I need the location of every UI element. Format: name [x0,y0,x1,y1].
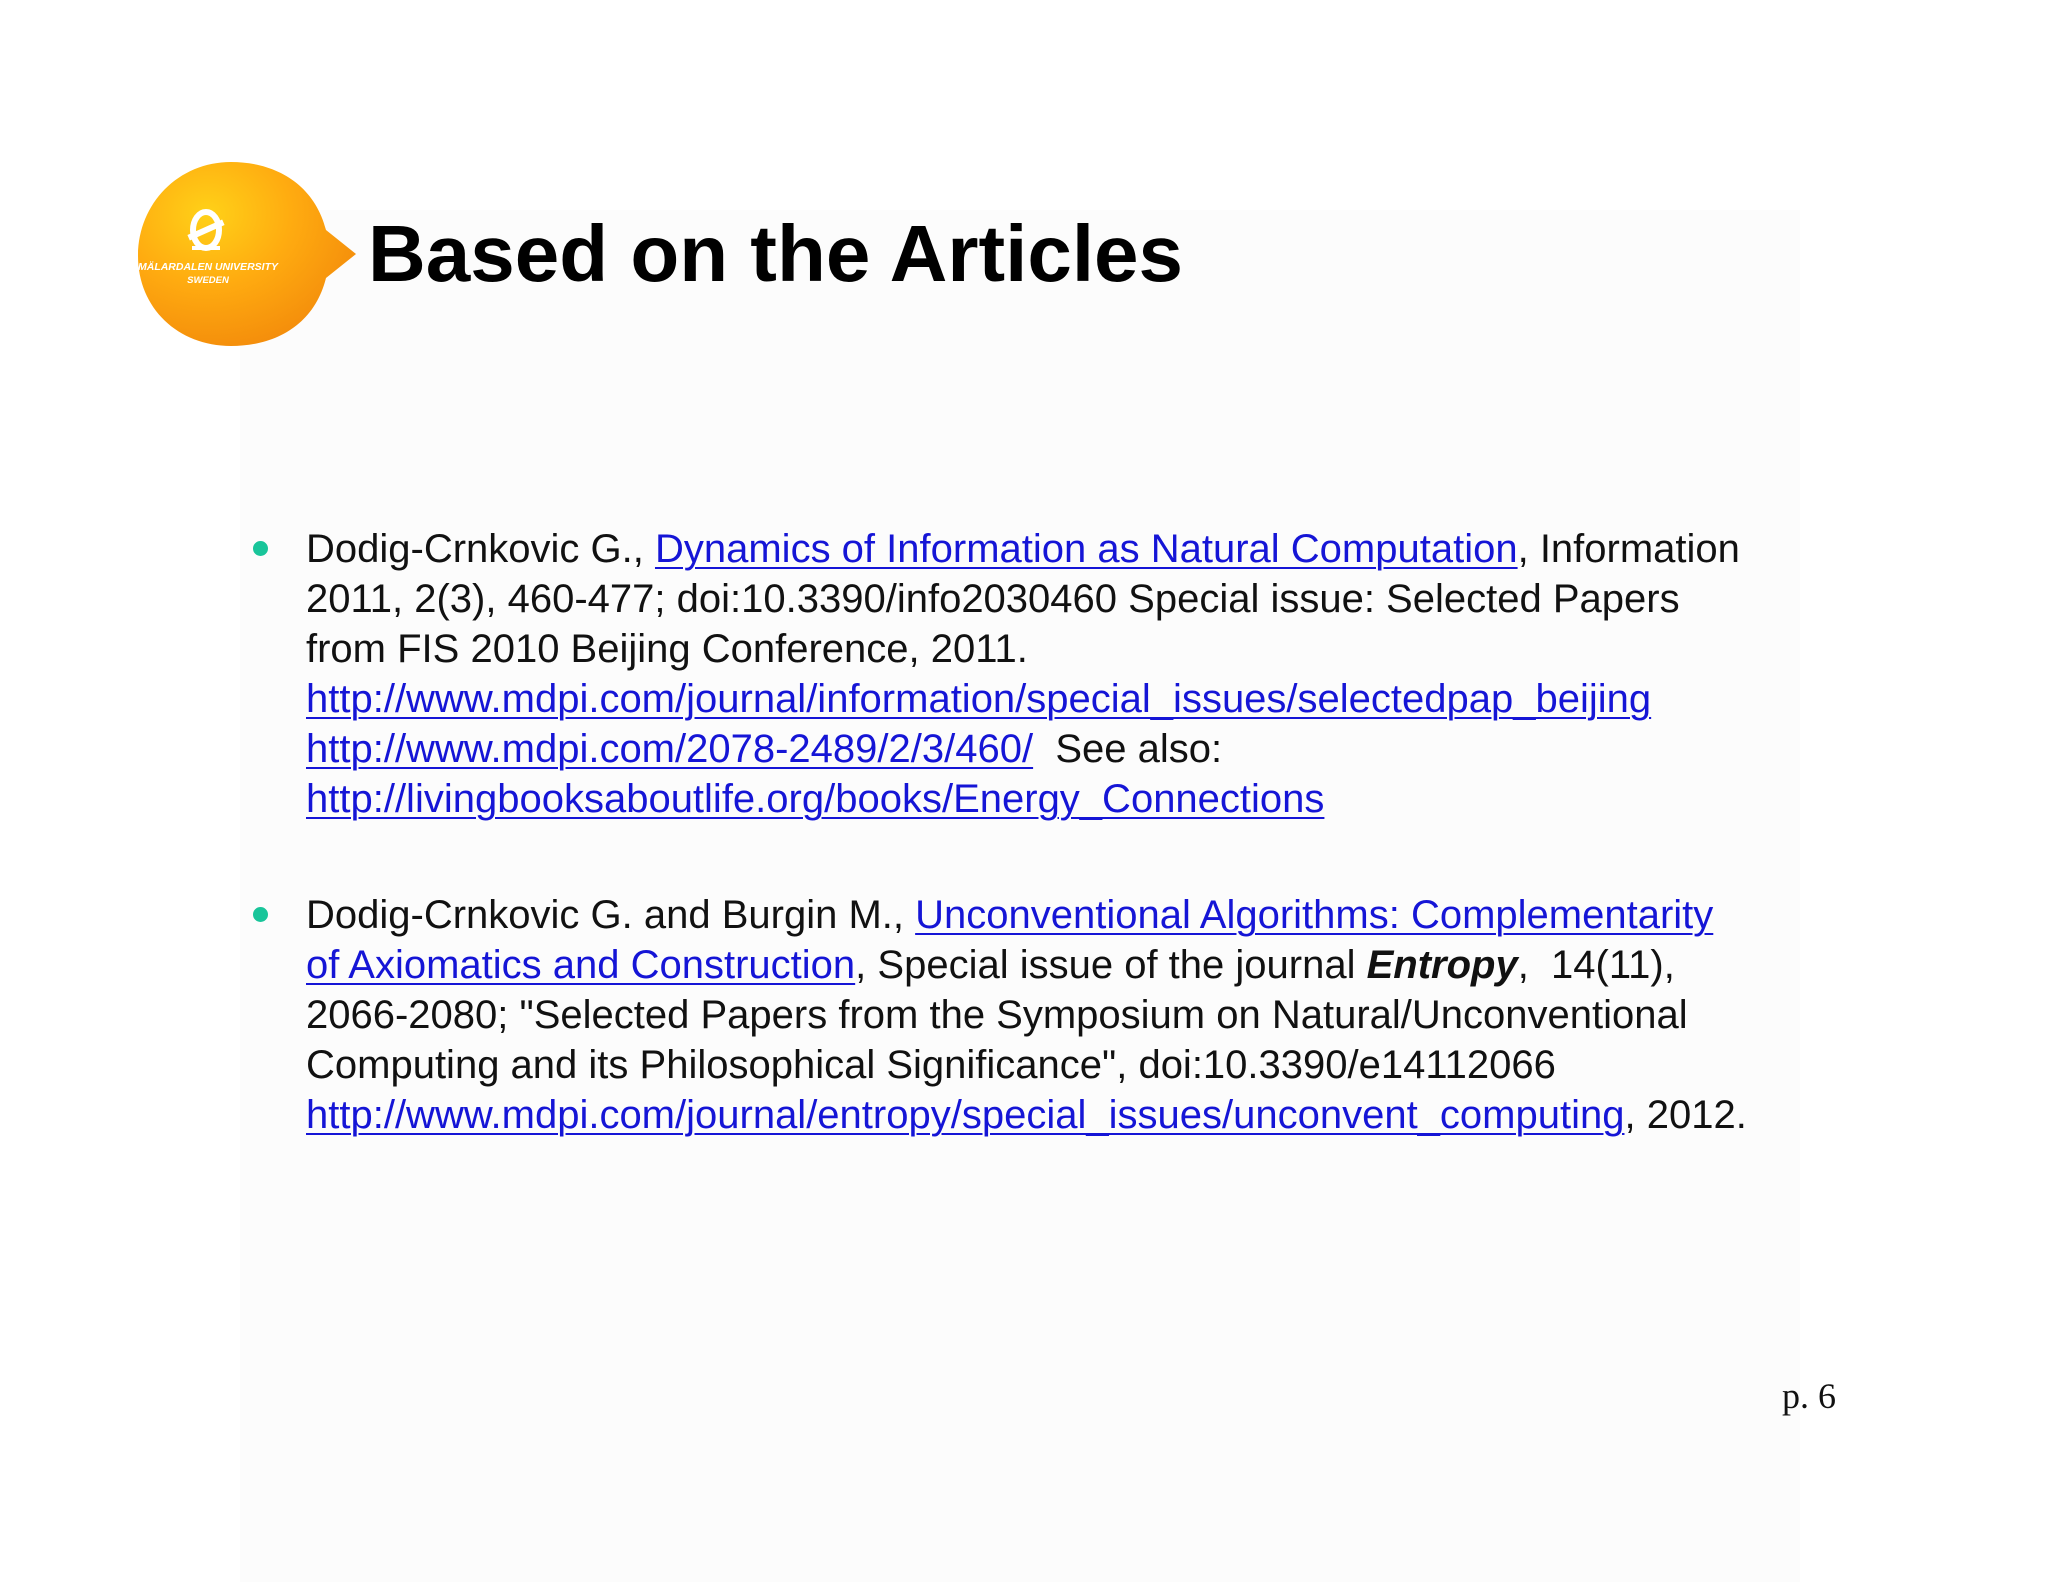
reference-text: Dodig-Crnkovic G., [306,527,655,571]
reference-text: Computing and its Philosophical Significance", doi:10.3390/e14112066 [306,1043,1556,1087]
bullet-dot-icon [253,541,268,556]
reference-line [306,1040,1812,1090]
reference-text: from FIS 2010 Beijing Conference, 2011. [306,627,1028,671]
reference-line [306,890,1812,940]
article-title-link-continued[interactable]: of Axiomatics and Construction [306,943,856,987]
reference-line [306,524,1812,574]
logo-country-name: SWEDEN [187,275,229,286]
reference-line [306,724,1812,774]
reference-line [306,774,1812,824]
malardalen-university-logo [134,158,366,350]
article-title-link[interactable]: Unconventional Algorithms: Complementarity [915,893,1714,937]
article-page-link[interactable]: http://www.mdpi.com/2078-2489/2/3/460/ [306,727,1034,771]
reference-item-2 [252,890,1812,1140]
logo-university-name: MÄLARDALEN UNIVERSITY [137,261,279,273]
reference-text: , 2012. [1624,1093,1747,1137]
reference-text: See also: [1033,727,1223,771]
reference-line [306,574,1812,624]
reference-item-1 [252,524,1812,824]
reference-text: Dodig-Crnkovic G. and Burgin M., [306,893,916,937]
reference-line [306,1090,1812,1140]
reference-line [306,674,1812,724]
special-issue-link[interactable]: http://www.mdpi.com/journal/information/special_issues/selectedpap_beijing [306,677,1652,721]
slide-title: Based on the Articles [368,209,1184,298]
reference-list [252,524,1812,1140]
reference-text: 2011, 2(3), 460-477; doi:10.3390/info2030460 Special issue: Selected Papers [306,577,1680,621]
journal-name: Entropy [1366,943,1518,987]
special-issue-link[interactable]: http://www.mdpi.com/journal/entropy/special_issues/unconvent_computing [306,1093,1625,1137]
reference-text: , Information [1517,527,1740,571]
reference-text: , Special issue of the journal [855,943,1367,987]
reference-line [306,624,1812,674]
article-title-link[interactable]: Dynamics of Information as Natural Computation [654,527,1518,571]
reference-text: 2066-2080; "Selected Papers from the Symposium on Natural/Unconventional [306,993,1688,1037]
reference-line [306,940,1812,990]
bullet-dot-icon [253,907,268,922]
reference-text: , 14(11), [1517,943,1675,987]
page-number: p. 6 [1782,1376,1836,1416]
reference-line [306,990,1812,1040]
living-books-link[interactable]: http://livingbooksaboutlife.org/books/Energy_Connections [306,777,1325,821]
